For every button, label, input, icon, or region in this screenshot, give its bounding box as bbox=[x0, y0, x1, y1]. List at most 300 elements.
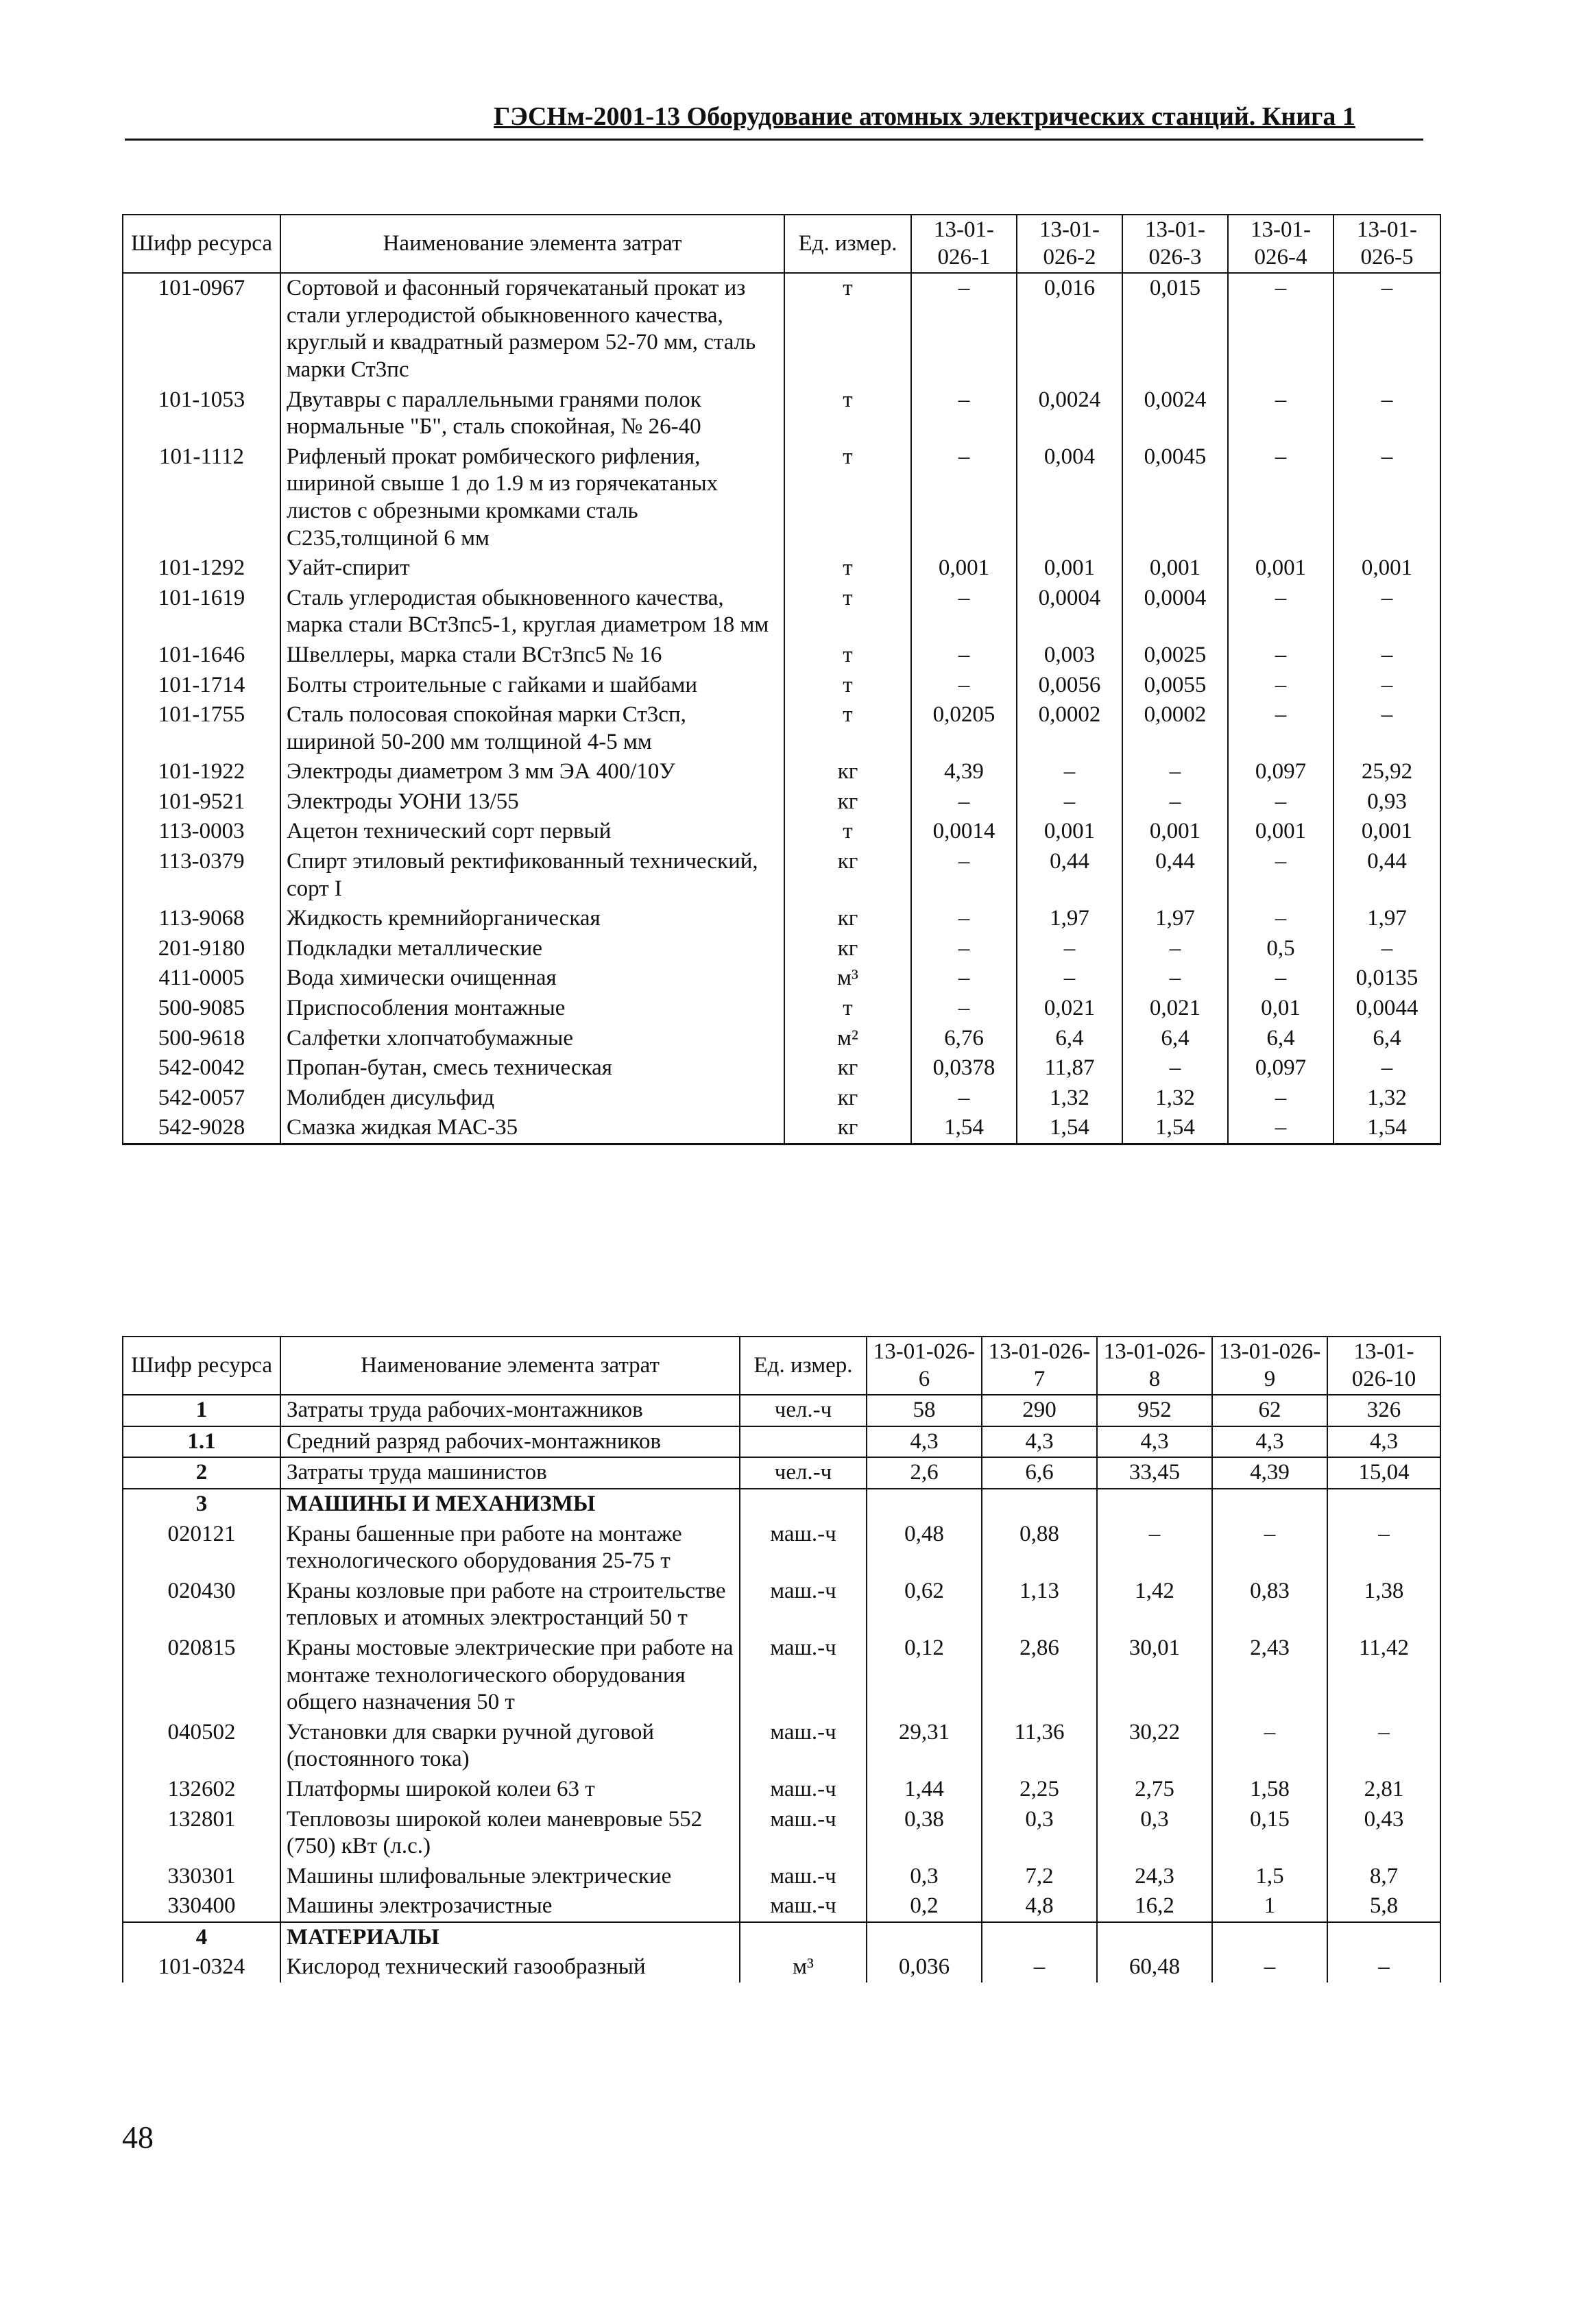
value-cell: 1,97 bbox=[1333, 904, 1440, 934]
value-cell: 0,83 bbox=[1212, 1577, 1327, 1633]
value-cell: – bbox=[1122, 1053, 1228, 1083]
value-cell: 1,54 bbox=[911, 1113, 1017, 1144]
value-cell: 0,44 bbox=[1333, 847, 1440, 904]
table-header-row bbox=[123, 215, 1440, 273]
value-cell: – bbox=[1327, 1520, 1440, 1577]
resource-code-cell: 113-0379 bbox=[123, 847, 280, 904]
value-cell: – bbox=[1228, 963, 1333, 994]
unit-cell: чел.-ч bbox=[740, 1457, 867, 1489]
value-cell: 0,93 bbox=[1333, 787, 1440, 817]
table-row bbox=[123, 671, 1440, 701]
unit-cell: кг bbox=[784, 1113, 911, 1144]
value-cell: – bbox=[1212, 1718, 1327, 1775]
value-cell: 1,5 bbox=[1212, 1862, 1327, 1892]
value-cell bbox=[867, 1922, 982, 1953]
resource-name-cell: Электроды диаметром 3 мм ЭА 400/10У bbox=[280, 757, 784, 787]
value-cell: 7,2 bbox=[982, 1862, 1097, 1892]
value-cell: 6,76 bbox=[911, 1024, 1017, 1054]
value-cell: 0,0024 bbox=[1017, 385, 1122, 442]
value-cell: – bbox=[911, 584, 1017, 640]
resource-name-cell: Сталь углеродистая обыкновенного качества, марка стали ВСт3пс5-1, круглая диаметром 18 мм bbox=[280, 584, 784, 640]
value-cell: 0,021 bbox=[1122, 994, 1228, 1024]
value-cell: 0,38 bbox=[867, 1805, 982, 1862]
value-cell: – bbox=[1228, 584, 1333, 640]
table-row bbox=[123, 1922, 1440, 1953]
value-cell: – bbox=[911, 963, 1017, 994]
table-row bbox=[123, 817, 1440, 847]
value-cell: 0,3 bbox=[867, 1862, 982, 1892]
unit-cell: кг bbox=[784, 847, 911, 904]
value-cell: – bbox=[1228, 787, 1333, 817]
header-code: Шифр ресурса bbox=[123, 1337, 280, 1395]
value-cell: 1,32 bbox=[1333, 1083, 1440, 1114]
value-cell: – bbox=[911, 787, 1017, 817]
value-cell: 0,0004 bbox=[1017, 584, 1122, 640]
value-cell bbox=[982, 1922, 1097, 1953]
table-row bbox=[123, 1083, 1440, 1114]
table-row bbox=[123, 1862, 1440, 1892]
value-cell: 0,2 bbox=[867, 1891, 982, 1922]
table-row bbox=[123, 1113, 1440, 1144]
value-cell: 30,22 bbox=[1097, 1718, 1212, 1775]
table-row bbox=[123, 1633, 1440, 1718]
unit-cell: маш.-ч bbox=[740, 1775, 867, 1805]
table-row bbox=[123, 1775, 1440, 1805]
value-cell: 0,001 bbox=[1122, 817, 1228, 847]
resource-code-cell: 542-0057 bbox=[123, 1083, 280, 1114]
value-cell: 5,8 bbox=[1327, 1891, 1440, 1922]
resource-code-cell: 040502 bbox=[123, 1718, 280, 1775]
value-cell: – bbox=[1327, 1952, 1440, 1982]
resource-name-cell: Двутавры с параллельными гранями полок нормальные "Б", сталь спокойная, № 26-40 bbox=[280, 385, 784, 442]
unit-cell: кг bbox=[784, 787, 911, 817]
value-cell: – bbox=[1327, 1718, 1440, 1775]
value-cell: 4,3 bbox=[1097, 1426, 1212, 1458]
value-cell: – bbox=[1228, 385, 1333, 442]
value-cell: 0,5 bbox=[1228, 934, 1333, 964]
value-cell: – bbox=[1122, 934, 1228, 964]
value-cell: 4,39 bbox=[1212, 1457, 1327, 1489]
value-cell: 29,31 bbox=[867, 1718, 982, 1775]
value-cell: 0,0004 bbox=[1122, 584, 1228, 640]
value-cell: 30,01 bbox=[1097, 1633, 1212, 1718]
header-name: Наименование элемента затрат bbox=[280, 215, 784, 273]
value-cell: 0,001 bbox=[1228, 817, 1333, 847]
resource-name-cell: Краны башенные при работе на монтаже технологического оборудования 25-75 т bbox=[280, 1520, 740, 1577]
value-cell bbox=[1212, 1922, 1327, 1953]
value-cell: 62 bbox=[1212, 1395, 1327, 1426]
resource-code-cell: 330301 bbox=[123, 1862, 280, 1892]
resource-name-cell: Спирт этиловый ректификованный технический, сорт I bbox=[280, 847, 784, 904]
unit-cell bbox=[740, 1489, 867, 1520]
value-cell: – bbox=[982, 1952, 1097, 1982]
value-cell: 0,15 bbox=[1212, 1805, 1327, 1862]
page-number: 48 bbox=[122, 2120, 154, 2155]
value-cell: – bbox=[1122, 787, 1228, 817]
value-cell: – bbox=[911, 847, 1017, 904]
value-cell: 1,42 bbox=[1097, 1577, 1212, 1633]
value-cell: – bbox=[1097, 1520, 1212, 1577]
value-cell: – bbox=[1212, 1520, 1327, 1577]
value-cell: 6,4 bbox=[1017, 1024, 1122, 1054]
resource-code-cell: 542-0042 bbox=[123, 1053, 280, 1083]
resource-name-cell: Молибден дисульфид bbox=[280, 1083, 784, 1114]
resource-code-cell: 4 bbox=[123, 1922, 280, 1953]
resource-code-cell: 500-9085 bbox=[123, 994, 280, 1024]
value-cell: – bbox=[1333, 584, 1440, 640]
value-cell: 0,62 bbox=[867, 1577, 982, 1633]
value-cell: – bbox=[1333, 442, 1440, 553]
value-cell: 6,4 bbox=[1122, 1024, 1228, 1054]
resource-name-cell: Подкладки металлические bbox=[280, 934, 784, 964]
header-name: Наименование элемента затрат bbox=[280, 1337, 740, 1395]
header-col: 13-01-026-1 bbox=[911, 215, 1017, 273]
value-cell: 0,001 bbox=[911, 553, 1017, 584]
resource-code-cell: 101-1053 bbox=[123, 385, 280, 442]
resource-name-cell: МАШИНЫ И МЕХАНИЗМЫ bbox=[280, 1489, 740, 1520]
value-cell: 60,48 bbox=[1097, 1952, 1212, 1982]
header-col: 13-01-026-2 bbox=[1017, 215, 1122, 273]
unit-cell: маш.-ч bbox=[740, 1633, 867, 1718]
resource-code-cell: 3 bbox=[123, 1489, 280, 1520]
value-cell: 2,6 bbox=[867, 1457, 982, 1489]
resource-name-cell: Сортовой и фасонный горячекатаный прокат из стали углеродистой обыкновенного качества, круглый и квадратный размером 52-70 мм, сталь марки Ст3пс bbox=[280, 273, 784, 385]
resource-code-cell: 101-1619 bbox=[123, 584, 280, 640]
value-cell: 4,3 bbox=[982, 1426, 1097, 1458]
value-cell: – bbox=[911, 640, 1017, 671]
table-row bbox=[123, 1577, 1440, 1633]
value-cell: 24,3 bbox=[1097, 1862, 1212, 1892]
value-cell: – bbox=[1333, 273, 1440, 385]
value-cell: 0,001 bbox=[1017, 553, 1122, 584]
resource-code-cell: 101-1646 bbox=[123, 640, 280, 671]
value-cell: – bbox=[1228, 1083, 1333, 1114]
resource-name-cell: Жидкость кремнийорганическая bbox=[280, 904, 784, 934]
value-cell: 0,001 bbox=[1017, 817, 1122, 847]
value-cell: 0,001 bbox=[1122, 553, 1228, 584]
header-col: 13-01-026-3 bbox=[1122, 215, 1228, 273]
value-cell: – bbox=[1228, 273, 1333, 385]
header-unit: Ед. измер. bbox=[740, 1337, 867, 1395]
resource-table-1 bbox=[122, 214, 1441, 1145]
value-cell: 4,39 bbox=[911, 757, 1017, 787]
value-cell bbox=[1327, 1489, 1440, 1520]
table-row bbox=[123, 1805, 1440, 1862]
value-cell: 16,2 bbox=[1097, 1891, 1212, 1922]
value-cell: 0,003 bbox=[1017, 640, 1122, 671]
value-cell: 6,4 bbox=[1333, 1024, 1440, 1054]
value-cell: 0,0378 bbox=[911, 1053, 1017, 1083]
resource-code-cell: 542-9028 bbox=[123, 1113, 280, 1144]
value-cell: 0,001 bbox=[1333, 817, 1440, 847]
resource-name-cell: МАТЕРИАЛЫ bbox=[280, 1922, 740, 1953]
resource-code-cell: 020815 bbox=[123, 1633, 280, 1718]
unit-cell: м² bbox=[784, 1024, 911, 1054]
value-cell: 0,0045 bbox=[1122, 442, 1228, 553]
unit-cell: т bbox=[784, 273, 911, 385]
resource-table-2 bbox=[122, 1336, 1441, 1982]
value-cell: 0,0025 bbox=[1122, 640, 1228, 671]
resource-code-cell: 101-1714 bbox=[123, 671, 280, 701]
value-cell: – bbox=[1333, 700, 1440, 757]
table-row bbox=[123, 385, 1440, 442]
resource-name-cell: Тепловозы широкой колеи маневровые 552 (750) кВт (л.с.) bbox=[280, 1805, 740, 1862]
table-row bbox=[123, 1053, 1440, 1083]
resource-name-cell: Рифленый прокат ромбического рифления, шириной свыше 1 до 1.9 м из горячекатаных листов с обрезными кромками сталь С235,толщиной 6 мм bbox=[280, 442, 784, 553]
resource-name-cell: Болты строительные с гайками и шайбами bbox=[280, 671, 784, 701]
resource-name-cell: Затраты труда машинистов bbox=[280, 1457, 740, 1489]
unit-cell: маш.-ч bbox=[740, 1718, 867, 1775]
table-row bbox=[123, 1024, 1440, 1054]
resource-name-cell: Смазка жидкая МАС-35 bbox=[280, 1113, 784, 1144]
resource-name-cell: Краны мостовые электрические при работе на монтаже технологического оборудования общего назначения 50 т bbox=[280, 1633, 740, 1718]
unit-cell: т bbox=[784, 671, 911, 701]
resource-code-cell: 020121 bbox=[123, 1520, 280, 1577]
header-col: 13-01-026-9 bbox=[1212, 1337, 1327, 1395]
table-row bbox=[123, 1457, 1440, 1489]
resource-code-cell: 1 bbox=[123, 1395, 280, 1426]
value-cell: – bbox=[1333, 934, 1440, 964]
value-cell: 4,3 bbox=[1212, 1426, 1327, 1458]
value-cell: 0,021 bbox=[1017, 994, 1122, 1024]
value-cell: 0,0002 bbox=[1017, 700, 1122, 757]
table-row bbox=[123, 1395, 1440, 1426]
value-cell bbox=[867, 1489, 982, 1520]
value-cell: 290 bbox=[982, 1395, 1097, 1426]
value-cell: 1 bbox=[1212, 1891, 1327, 1922]
resource-code-cell: 330400 bbox=[123, 1891, 280, 1922]
value-cell: 8,7 bbox=[1327, 1862, 1440, 1892]
resource-name-cell: Ацетон технический сорт первый bbox=[280, 817, 784, 847]
resource-code-cell: 500-9618 bbox=[123, 1024, 280, 1054]
table-row bbox=[123, 1952, 1440, 1982]
unit-cell: т bbox=[784, 640, 911, 671]
unit-cell: т bbox=[784, 700, 911, 757]
value-cell: – bbox=[911, 1083, 1017, 1114]
resource-code-cell: 101-0967 bbox=[123, 273, 280, 385]
header-col: 13-01-026-4 bbox=[1228, 215, 1333, 273]
unit-cell: м³ bbox=[784, 963, 911, 994]
value-cell: – bbox=[911, 904, 1017, 934]
table-row bbox=[123, 963, 1440, 994]
resource-name-cell: Пропан-бутан, смесь техническая bbox=[280, 1053, 784, 1083]
resource-name-cell: Краны козловые при работе на строительстве тепловых и атомных электростанций 50 т bbox=[280, 1577, 740, 1633]
resource-code-cell: 020430 bbox=[123, 1577, 280, 1633]
unit-cell: кг bbox=[784, 757, 911, 787]
value-cell bbox=[1327, 1922, 1440, 1953]
value-cell: 33,45 bbox=[1097, 1457, 1212, 1489]
table-row bbox=[123, 757, 1440, 787]
table-row bbox=[123, 904, 1440, 934]
table-row bbox=[123, 584, 1440, 640]
value-cell: – bbox=[1228, 904, 1333, 934]
value-cell: 0,001 bbox=[1228, 553, 1333, 584]
resource-name-cell: Вода химически очищенная bbox=[280, 963, 784, 994]
header-col: 13-01-026-10 bbox=[1327, 1337, 1440, 1395]
value-cell: 0,01 bbox=[1228, 994, 1333, 1024]
resource-name-cell: Затраты труда рабочих-монтажников bbox=[280, 1395, 740, 1426]
resource-code-cell: 101-0324 bbox=[123, 1952, 280, 1982]
value-cell: 0,3 bbox=[982, 1805, 1097, 1862]
resource-code-cell: 411-0005 bbox=[123, 963, 280, 994]
value-cell: 0,3 bbox=[1097, 1805, 1212, 1862]
unit-cell: маш.-ч bbox=[740, 1577, 867, 1633]
unit-cell: маш.-ч bbox=[740, 1520, 867, 1577]
resource-code-cell: 101-1755 bbox=[123, 700, 280, 757]
value-cell: 15,04 bbox=[1327, 1457, 1440, 1489]
value-cell: 2,25 bbox=[982, 1775, 1097, 1805]
resource-name-cell: Машины электрозачистные bbox=[280, 1891, 740, 1922]
resource-name-cell: Салфетки хлопчатобумажные bbox=[280, 1024, 784, 1054]
resource-name-cell: Сталь полосовая спокойная марки Ст3сп, шириной 50-200 мм толщиной 4-5 мм bbox=[280, 700, 784, 757]
table-row bbox=[123, 994, 1440, 1024]
value-cell: 0,12 bbox=[867, 1633, 982, 1718]
value-cell: 2,81 bbox=[1327, 1775, 1440, 1805]
resource-code-cell: 101-1292 bbox=[123, 553, 280, 584]
table-row bbox=[123, 442, 1440, 553]
value-cell: – bbox=[1228, 442, 1333, 553]
unit-cell: маш.-ч bbox=[740, 1862, 867, 1892]
value-cell: – bbox=[1017, 934, 1122, 964]
value-cell: 0,004 bbox=[1017, 442, 1122, 553]
table-row bbox=[123, 640, 1440, 671]
resource-code-cell: 132801 bbox=[123, 1805, 280, 1862]
value-cell: 0,0205 bbox=[911, 700, 1017, 757]
resource-name-cell: Уайт-спирит bbox=[280, 553, 784, 584]
value-cell: 4,3 bbox=[867, 1426, 982, 1458]
value-cell: 0,001 bbox=[1333, 553, 1440, 584]
header-col: 13-01-026-8 bbox=[1097, 1337, 1212, 1395]
value-cell: – bbox=[1228, 700, 1333, 757]
table-row bbox=[123, 1520, 1440, 1577]
unit-cell: маш.-ч bbox=[740, 1891, 867, 1922]
value-cell: – bbox=[911, 385, 1017, 442]
value-cell: 952 bbox=[1097, 1395, 1212, 1426]
resource-code-cell: 2 bbox=[123, 1457, 280, 1489]
value-cell: – bbox=[1333, 671, 1440, 701]
value-cell: 0,48 bbox=[867, 1520, 982, 1577]
value-cell: 0,0002 bbox=[1122, 700, 1228, 757]
value-cell: – bbox=[1228, 847, 1333, 904]
value-cell: 0,016 bbox=[1017, 273, 1122, 385]
value-cell: 4,8 bbox=[982, 1891, 1097, 1922]
header-col: 13-01-026-6 bbox=[867, 1337, 982, 1395]
resource-code-cell: 113-0003 bbox=[123, 817, 280, 847]
resource-name-cell: Электроды УОНИ 13/55 bbox=[280, 787, 784, 817]
value-cell: 11,87 bbox=[1017, 1053, 1122, 1083]
resource-code-cell: 101-9521 bbox=[123, 787, 280, 817]
table-row bbox=[123, 1426, 1440, 1458]
value-cell: 2,75 bbox=[1097, 1775, 1212, 1805]
value-cell: 6,4 bbox=[1228, 1024, 1333, 1054]
value-cell: 1,54 bbox=[1017, 1113, 1122, 1144]
value-cell: 4,3 bbox=[1327, 1426, 1440, 1458]
value-cell: 326 bbox=[1327, 1395, 1440, 1426]
value-cell: 0,097 bbox=[1228, 1053, 1333, 1083]
value-cell: 1,44 bbox=[867, 1775, 982, 1805]
value-cell: 0,44 bbox=[1122, 847, 1228, 904]
resource-code-cell: 113-9068 bbox=[123, 904, 280, 934]
value-cell: – bbox=[1017, 787, 1122, 817]
value-cell: 0,0014 bbox=[911, 817, 1017, 847]
resource-name-cell: Средний разряд рабочих-монтажников bbox=[280, 1426, 740, 1458]
value-cell: – bbox=[911, 671, 1017, 701]
table-row bbox=[123, 1489, 1440, 1520]
unit-cell: т bbox=[784, 553, 911, 584]
value-cell: 2,43 bbox=[1212, 1633, 1327, 1718]
value-cell: 0,097 bbox=[1228, 757, 1333, 787]
resource-name-cell: Установки для сварки ручной дуговой (постоянного тока) bbox=[280, 1718, 740, 1775]
table-row bbox=[123, 787, 1440, 817]
value-cell: 1,97 bbox=[1122, 904, 1228, 934]
resource-code-cell: 1.1 bbox=[123, 1426, 280, 1458]
header-col: 13-01-026-7 bbox=[982, 1337, 1097, 1395]
table-row bbox=[123, 1718, 1440, 1775]
value-cell: – bbox=[1333, 640, 1440, 671]
resource-name-cell: Машины шлифовальные электрические bbox=[280, 1862, 740, 1892]
value-cell bbox=[1212, 1489, 1327, 1520]
header-col: 13-01-026-5 bbox=[1333, 215, 1440, 273]
table-header-row bbox=[123, 1337, 1440, 1395]
resource-name-cell: Платформы широкой колеи 63 т bbox=[280, 1775, 740, 1805]
unit-cell: маш.-ч bbox=[740, 1805, 867, 1862]
value-cell: 1,32 bbox=[1017, 1083, 1122, 1114]
unit-cell: т bbox=[784, 994, 911, 1024]
value-cell: 0,036 bbox=[867, 1952, 982, 1982]
value-cell: – bbox=[1122, 963, 1228, 994]
value-cell: 6,6 bbox=[982, 1457, 1097, 1489]
value-cell: 11,42 bbox=[1327, 1633, 1440, 1718]
unit-cell: кг bbox=[784, 934, 911, 964]
value-cell: 1,13 bbox=[982, 1577, 1097, 1633]
resource-name-cell: Кислород технический газообразный bbox=[280, 1952, 740, 1982]
value-cell: 0,0044 bbox=[1333, 994, 1440, 1024]
unit-cell: т bbox=[784, 385, 911, 442]
value-cell bbox=[1097, 1922, 1212, 1953]
resource-code-cell: 101-1112 bbox=[123, 442, 280, 553]
resource-code-cell: 201-9180 bbox=[123, 934, 280, 964]
unit-cell bbox=[740, 1922, 867, 1953]
header-rule bbox=[125, 139, 1423, 141]
value-cell: – bbox=[1017, 963, 1122, 994]
header-code: Шифр ресурса bbox=[123, 215, 280, 273]
value-cell: 0,88 bbox=[982, 1520, 1097, 1577]
unit-cell: чел.-ч bbox=[740, 1395, 867, 1426]
value-cell: – bbox=[1228, 640, 1333, 671]
unit-cell bbox=[740, 1426, 867, 1458]
value-cell bbox=[982, 1489, 1097, 1520]
value-cell: – bbox=[1017, 757, 1122, 787]
value-cell: 1,54 bbox=[1333, 1113, 1440, 1144]
table-row bbox=[123, 934, 1440, 964]
value-cell: 58 bbox=[867, 1395, 982, 1426]
value-cell: – bbox=[911, 994, 1017, 1024]
value-cell: 0,0055 bbox=[1122, 671, 1228, 701]
value-cell: 1,97 bbox=[1017, 904, 1122, 934]
table-row bbox=[123, 553, 1440, 584]
value-cell: 1,38 bbox=[1327, 1577, 1440, 1633]
value-cell: 0,43 bbox=[1327, 1805, 1440, 1862]
unit-cell: кг bbox=[784, 1053, 911, 1083]
unit-cell: т bbox=[784, 584, 911, 640]
value-cell: 1,32 bbox=[1122, 1083, 1228, 1114]
value-cell bbox=[1097, 1489, 1212, 1520]
unit-cell: т bbox=[784, 817, 911, 847]
value-cell: 1,58 bbox=[1212, 1775, 1327, 1805]
value-cell: – bbox=[1333, 385, 1440, 442]
value-cell: 0,0135 bbox=[1333, 963, 1440, 994]
value-cell: – bbox=[1228, 671, 1333, 701]
